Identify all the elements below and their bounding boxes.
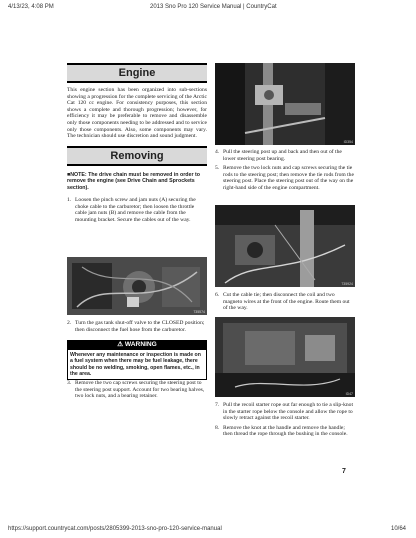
figure-steering-post	[215, 63, 355, 145]
engine-heading: Engine	[67, 63, 207, 83]
recoil-starter-photo	[215, 317, 355, 397]
engine-section	[67, 63, 207, 140]
step-8: 8. Remove the knot at the handle and remove the handle; then thread the rope through the bushing in the console.	[215, 424, 348, 437]
figure-recoil-starter	[215, 317, 355, 397]
step-1: 1. Loosen the pinch screw and jam nuts (A) securing the choke cable to the carburetor; then loosen the throttle cable jam nuts (B) and remove the cable from the mounting bracket. Secure the cables out of the way.	[67, 197, 196, 223]
steering-post-photo	[215, 63, 355, 145]
step-5: 5. Remove the two lock nuts and cap screws securing the tie rods to the steering post; then remove the tie rods from the steering post. Place the steering post out of the way on the right-hand side of the engine compartment.	[215, 165, 354, 191]
step-4: 4. Pull the steering post up and back and then out of the lower steering post bearing.	[215, 149, 342, 162]
figure-code: 735924	[341, 282, 353, 286]
figure-carburetor-cables	[67, 257, 207, 315]
carburetor-photo	[67, 257, 207, 315]
drive-chain-note: ■NOTE: The drive chain must be removed in order to remove the engine (see Drive Chain and Sprockets section).	[67, 172, 200, 191]
removing-section	[67, 146, 207, 223]
removing-heading: Removing	[67, 146, 207, 166]
warning-label: ⚠ WARNING	[67, 340, 207, 350]
fuel-warning-box	[67, 340, 207, 380]
figure-code: ID354	[343, 140, 353, 144]
magneto-wires-photo	[215, 205, 355, 287]
warning-text: Whenever any maintenance or inspection is made on a fuel system when there may be fuel leakage, there should be no welding, smoking, open flames, etc., in the area.	[67, 350, 207, 380]
print-page-title: 2013 Sno Pro 120 Service Manual | CountryCat	[150, 4, 277, 10]
print-page-count: 10/64	[390, 526, 406, 532]
figure-code: ID47	[345, 392, 353, 396]
step-3: 3. Remove the two cap screws securing the steering post to the steering post support. Account for two bearing halves, two lock nuts, and a bearing retainer.	[67, 380, 205, 399]
step-6: 6. Cut the cable tie; then disconnect the coil and two magneto wires at the front of the engine. Route them out of the way.	[215, 292, 350, 311]
engine-intro: This engine section has been organized into sub-sections showing a progression for the complete servicing of the Arctic Cat 120 cc engine. For consistency purposes, this section shows a complete and thorough progression; however, for efficiency it may be preferable to remove and disassemble only those components needing to be addressed and to service only those components. Also, some components may vary. The technician should use discretion and sound judgment.	[67, 87, 207, 140]
step-7: 7. Pull the recoil starter rope out far enough to tie a slip-knot in the starter rope below the console and allow the rope to slowly retract against the recoil starter.	[215, 402, 354, 421]
figure-magneto-wires	[215, 205, 355, 287]
page-number: 7	[342, 468, 346, 475]
print-datetime: 4/13/23, 4:08 PM	[8, 4, 54, 10]
step-2: 2. Turn the gas tank shut-off valve to the CLOSED position; then disconnect the fuel hose from the carburetor.	[67, 320, 205, 333]
figure-code: 735574	[193, 310, 205, 314]
print-url: https://support.countrycat.com/posts/2805399-2013-sno-pro-120-service-manual	[8, 526, 222, 532]
